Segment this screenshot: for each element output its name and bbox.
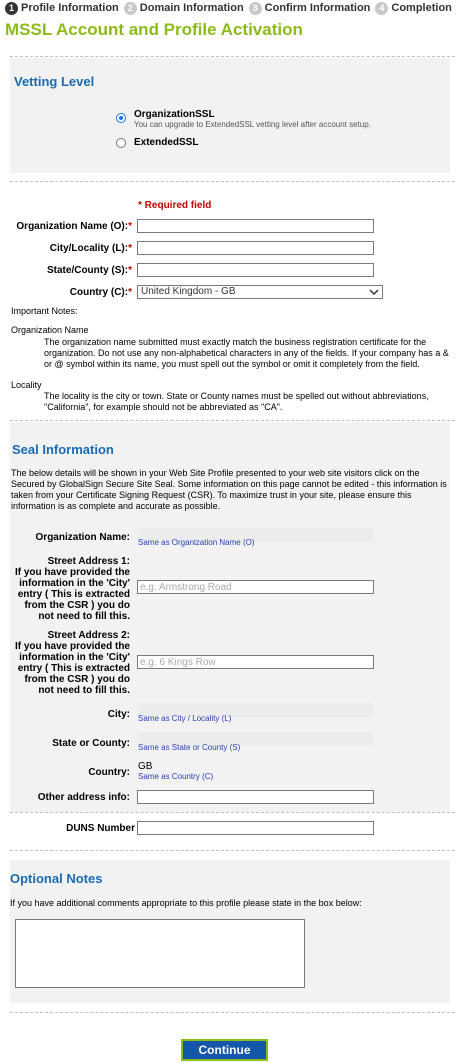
street2-label: Street Address 2: If you have provided the information in the 'City' entry ( This is extracted from the CSR ) you do not need to fill this.: [14, 630, 130, 696]
org-name-label: Organization Name (O):*: [16, 221, 132, 232]
state-label: State/County (S):*: [46, 265, 132, 276]
state-input[interactable]: [137, 263, 374, 277]
step-1: [5, 2, 119, 15]
seal-city-same: Same as City / Locality (L): [138, 714, 232, 723]
step-2-number: 2: [124, 2, 137, 15]
step-3: [249, 2, 371, 15]
org-name-note-text: The organization name submitted must exactly match the business registration certificate for the organization. Do not use any non-alphabetical characters in any of the fields. If your company has a & or @ symbol within its name, you must spell out the symbol or omit it completely from the field.: [44, 337, 449, 369]
step-4-number: 4: [375, 2, 388, 15]
seal-country-value: GB: [138, 761, 153, 772]
step-3-label: Confirm Information: [264, 2, 371, 14]
step-1-number: 1: [5, 2, 18, 15]
radio-extended-ssl[interactable]: [116, 138, 126, 148]
country-select-value: United Kingdom - GB: [141, 286, 236, 297]
divider: [10, 56, 455, 57]
locality-note-heading: Locality: [11, 380, 42, 390]
step-4-label: Completion: [391, 2, 452, 14]
divider: [10, 812, 455, 813]
street1-input[interactable]: [137, 580, 374, 594]
continue-button-label: Continue: [183, 1041, 266, 1059]
seal-org-name-same: Same as Organization Name (O): [138, 538, 255, 547]
step-2-label: Domain Information: [139, 2, 244, 14]
duns-label: DUNS Number: [66, 823, 135, 834]
step-1-label: Profile Information: [21, 2, 119, 14]
other-address-label: Other address info:: [37, 792, 130, 803]
country-label: Country (C):*: [69, 287, 132, 298]
important-notes-heading: Important Notes:: [11, 306, 78, 316]
radio-organization-ssl[interactable]: [116, 113, 126, 123]
continue-button[interactable]: [181, 1039, 268, 1061]
step-4: [375, 2, 452, 15]
seal-org-name-label: Organization Name:: [35, 532, 130, 543]
step-2: [124, 2, 244, 15]
seal-state-same: Same as State or County (S): [138, 743, 241, 752]
optional-notes-text: If you have additional comments appropriate to this profile please state in the box below:: [10, 898, 362, 908]
required-field-note: * Required field: [138, 200, 212, 211]
radio-organization-ssl-hint: You can upgrade to ExtendedSSL vetting level after account setup.: [134, 120, 371, 129]
org-name-input[interactable]: [137, 219, 374, 233]
seal-title: Seal Information: [12, 442, 114, 457]
optional-notes-textarea[interactable]: [15, 919, 305, 988]
divider: [10, 181, 455, 182]
divider: [10, 420, 455, 421]
org-name-note-heading: Organization Name: [11, 325, 89, 335]
street1-label: Street Address 1: If you have provided the information in the 'City' entry ( This is extracted from the CSR ) you do not need to fill this.: [14, 556, 130, 622]
divider: [10, 1012, 455, 1013]
duns-input[interactable]: [137, 821, 374, 835]
seal-country-label: Country:: [88, 767, 130, 778]
country-select[interactable]: [137, 285, 383, 299]
seal-description: The below details will be shown in your Web Site Profile presented to your web site visitors click on the Secured by GlobalSign Secure Site Seal. Some information on this page cannot be edited - this information is taken from your Certificate Signing Request (CSR). To maximize trust in your site, please ensure this information is as complete and accurate as possible.: [11, 468, 447, 511]
vetting-title: Vetting Level: [14, 74, 95, 89]
other-address-input[interactable]: [137, 790, 374, 804]
radio-extended-ssl-label[interactable]: ExtendedSSL: [134, 137, 199, 148]
seal-state-label: State or County:: [52, 738, 130, 749]
city-label: City/Locality (L):*: [49, 243, 132, 254]
radio-organization-ssl-label[interactable]: OrganizationSSL: [134, 109, 215, 120]
required-field-text: Required field: [144, 200, 212, 211]
divider: [10, 850, 455, 851]
street2-input[interactable]: [137, 655, 374, 669]
locality-note-text: The locality is the city or town. State or County names must be spelled out without abbreviations, "California", for example should not be abbreviated as "CA".: [44, 391, 429, 412]
chevron-down-icon: [369, 287, 379, 297]
seal-country-same: Same as Country (C): [138, 772, 214, 781]
step-progress: [5, 0, 457, 16]
step-3-number: 3: [249, 2, 262, 15]
seal-city-label: City:: [107, 709, 130, 720]
page-title: MSSL Account and Profile Activation: [5, 20, 303, 39]
optional-notes-title: Optional Notes: [10, 871, 103, 886]
city-input[interactable]: [137, 241, 374, 255]
